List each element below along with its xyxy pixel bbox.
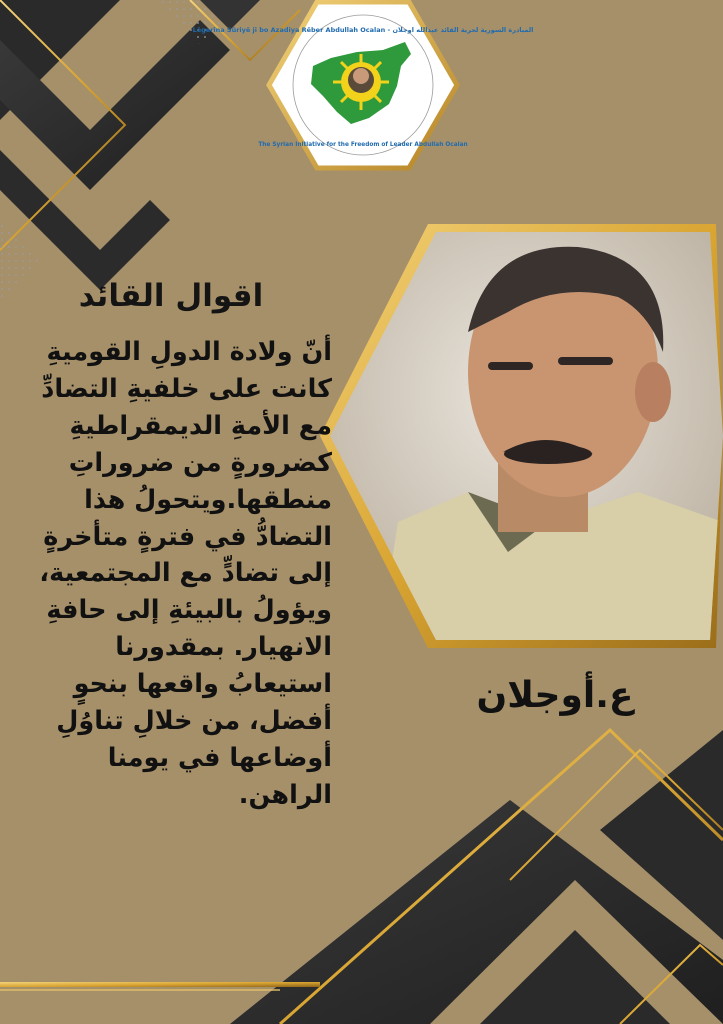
heading: اقوال القائد	[78, 278, 264, 314]
author-signature: ع.أوجلان	[476, 675, 634, 716]
sun-emblem	[333, 54, 389, 110]
logo	[192, 0, 534, 170]
logo-emblem	[192, 0, 534, 170]
leader-photo	[318, 222, 723, 650]
logo-text-top: Lêgerîna Sûriyê ji bo Azadiya Rêber Abdullah Ocalan - المبادرة السورية لحرية القائد عبدالله اوجلان	[192, 26, 534, 34]
quote-text: أنّ ولادة الدولِ القوميةِ كانت على خلفيةِ التضادِّ مع الأمةِ الديمقراطيةِ كضرورةٍ من ضروراتِ منطقها.ويتحولُ هذا التضادُّ في فترةٍ متأخرةٍ إلى تضادٍّ مع المجتمعية، ويؤولُ بالبيئةِ إلى حافةِ الانهيار. بمقدورنا استيعابُ واقعها بنحوٍ أفضل، من خلالِ تناوُلِ أوضاعها في يومنا الراهن.	[39, 337, 332, 810]
logo-text-bottom: The Syrian Initiative for the Freedom of Leader Abdullah Ocalan	[258, 142, 468, 148]
bottom-gold-bar	[0, 982, 320, 987]
